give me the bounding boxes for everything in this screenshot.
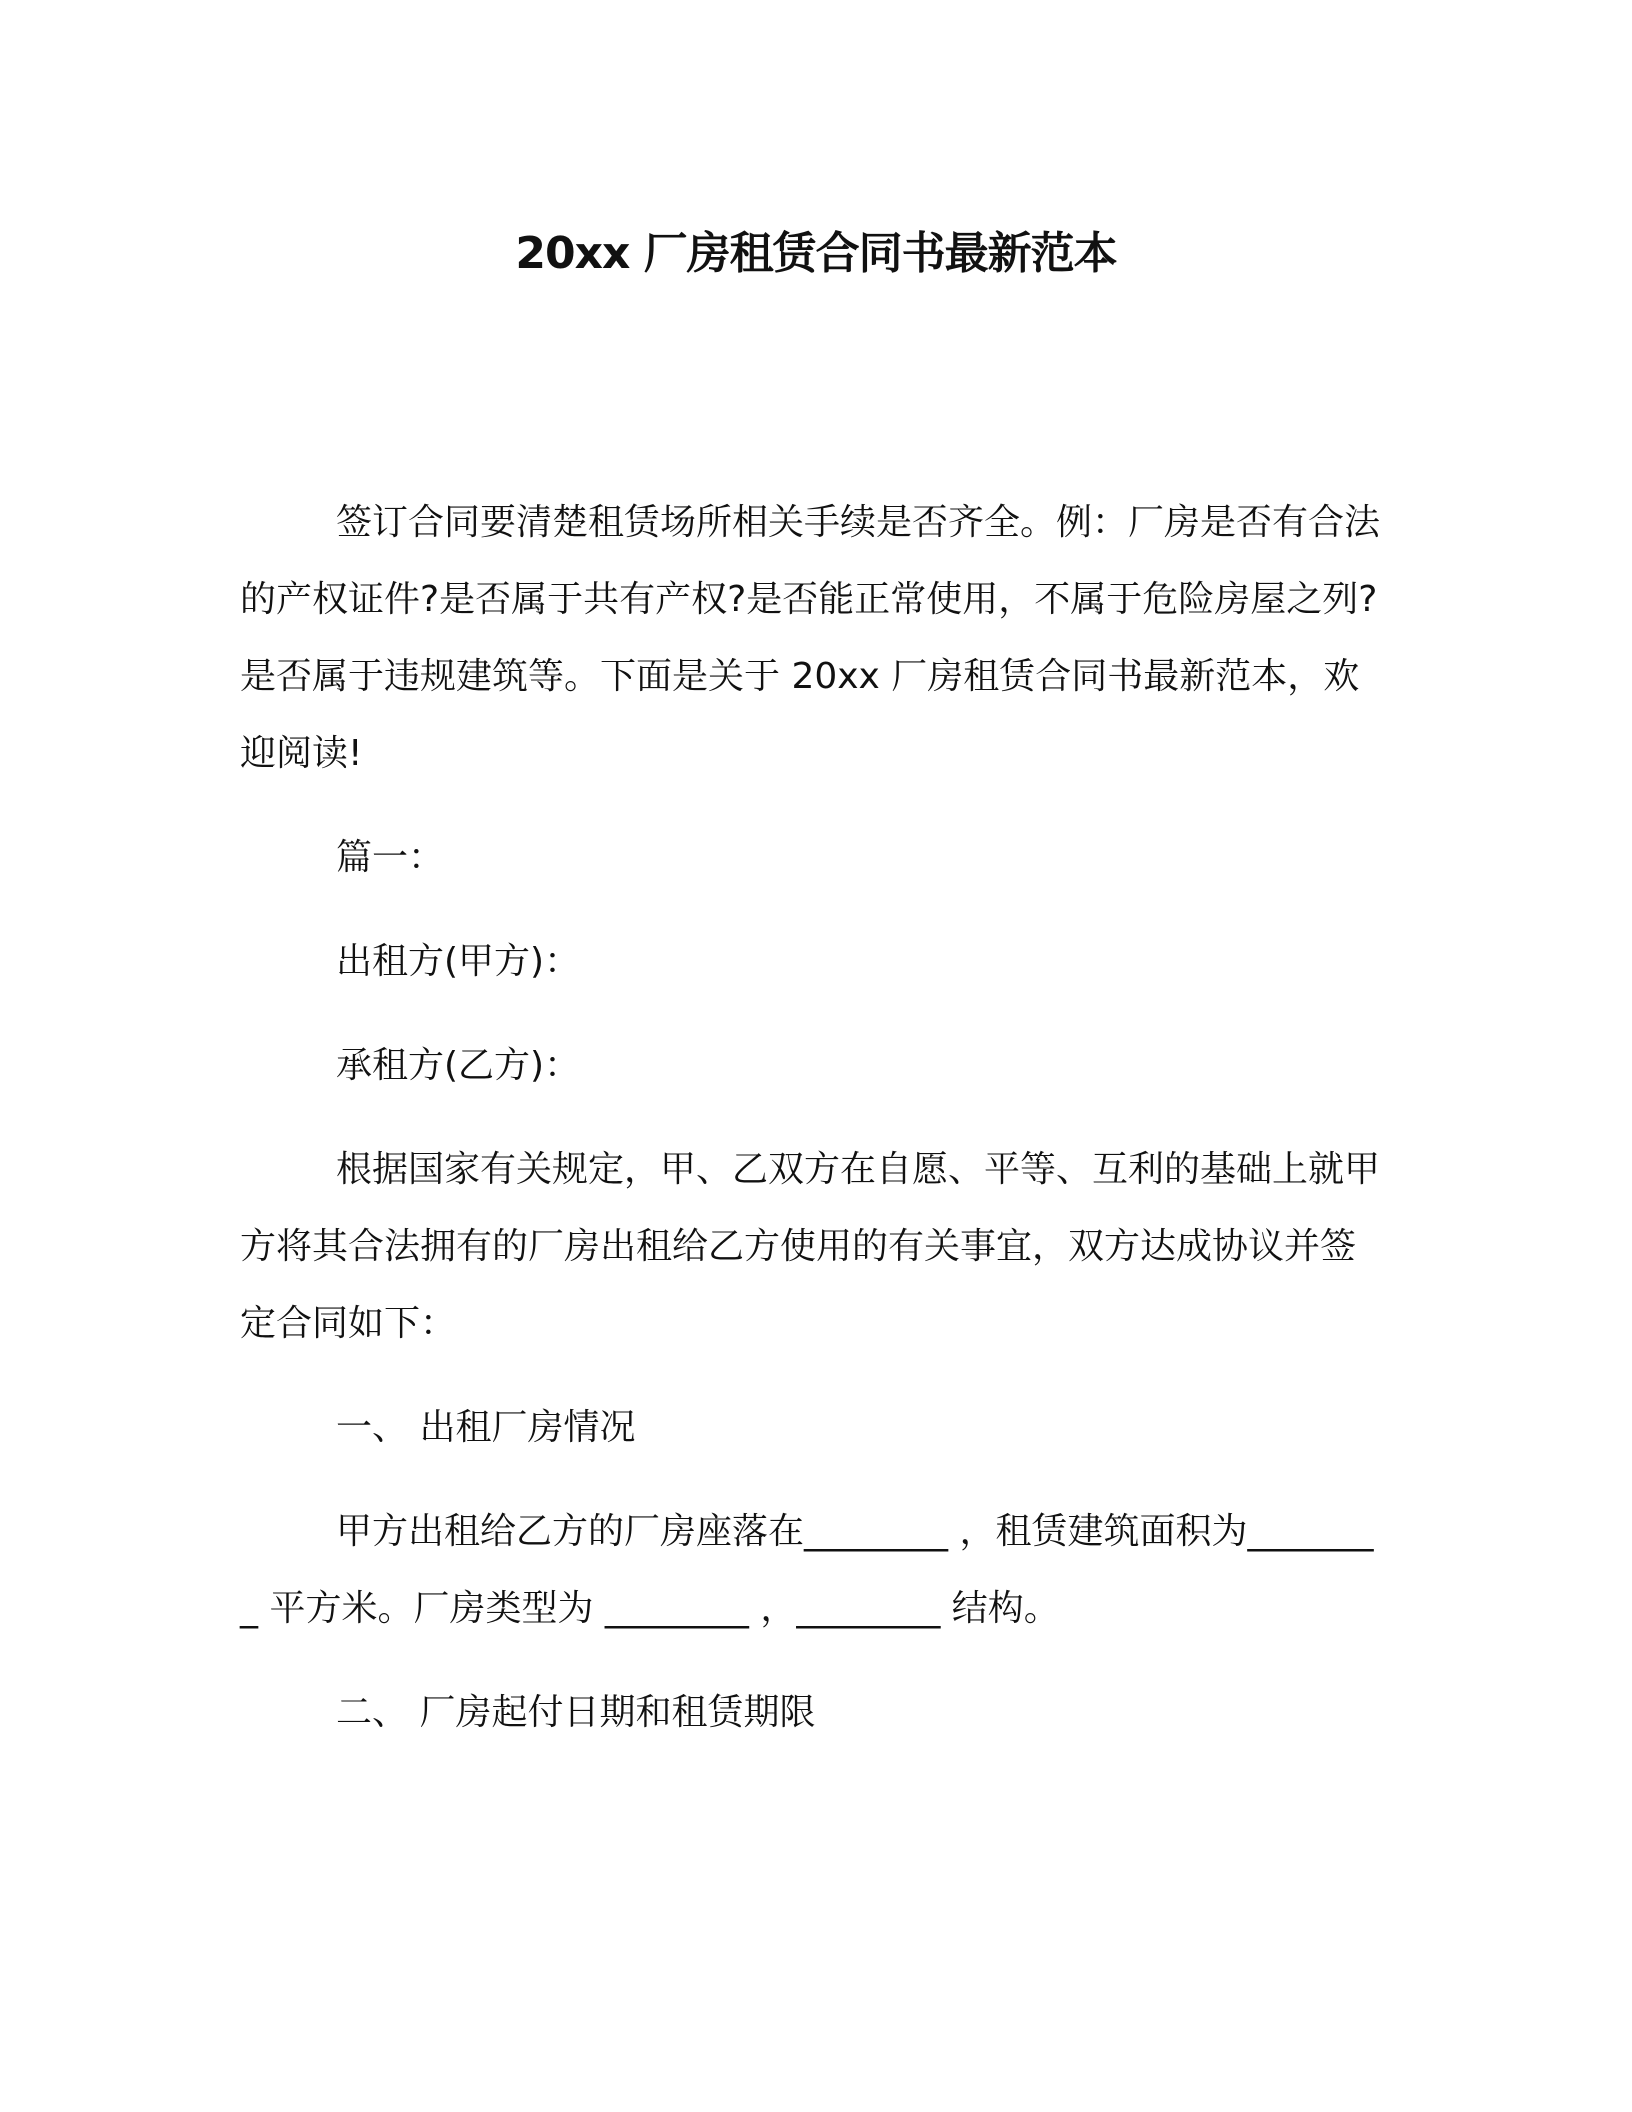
factory-info-paragraph: 甲方出租给乙方的厂房座落在________ ，租赁建筑面积为________ 平方米。厂房类型为 ________ ，________ 结构。 bbox=[240, 1511, 1374, 1629]
agreement-preamble-paragraph: 根据国家有关规定，甲、乙双方在自愿、平等、互利的基础上就甲方将其合法拥有的厂房出租给乙方使用的有关事宜，双方达成协议并签定合同如下： bbox=[240, 1149, 1381, 1344]
lessor-line: 出租方(甲方)： bbox=[336, 941, 581, 982]
lessee-line: 承租方(乙方)： bbox=[336, 1045, 581, 1086]
intro-paragraph: 签订合同要清楚租赁场所相关手续是否齐全。例：厂房是否有合法的产权证件?是否属于共有产权?是否能正常使用，不属于危险房屋之列?是否属于违规建筑等。下面是关于 20xx 厂房租赁合同书最新范本，欢迎阅读! bbox=[240, 502, 1381, 774]
document-title: 20xx 厂房租赁合同书最新范本 bbox=[515, 228, 1117, 279]
section-heading-lease-term: 二、 厂房起付日期和租赁期限 bbox=[336, 1692, 816, 1733]
document-body bbox=[240, 484, 1380, 1751]
section-heading-factory-info: 一、 出租厂房情况 bbox=[336, 1407, 636, 1448]
section-label-part-one: 篇一： bbox=[336, 837, 445, 878]
